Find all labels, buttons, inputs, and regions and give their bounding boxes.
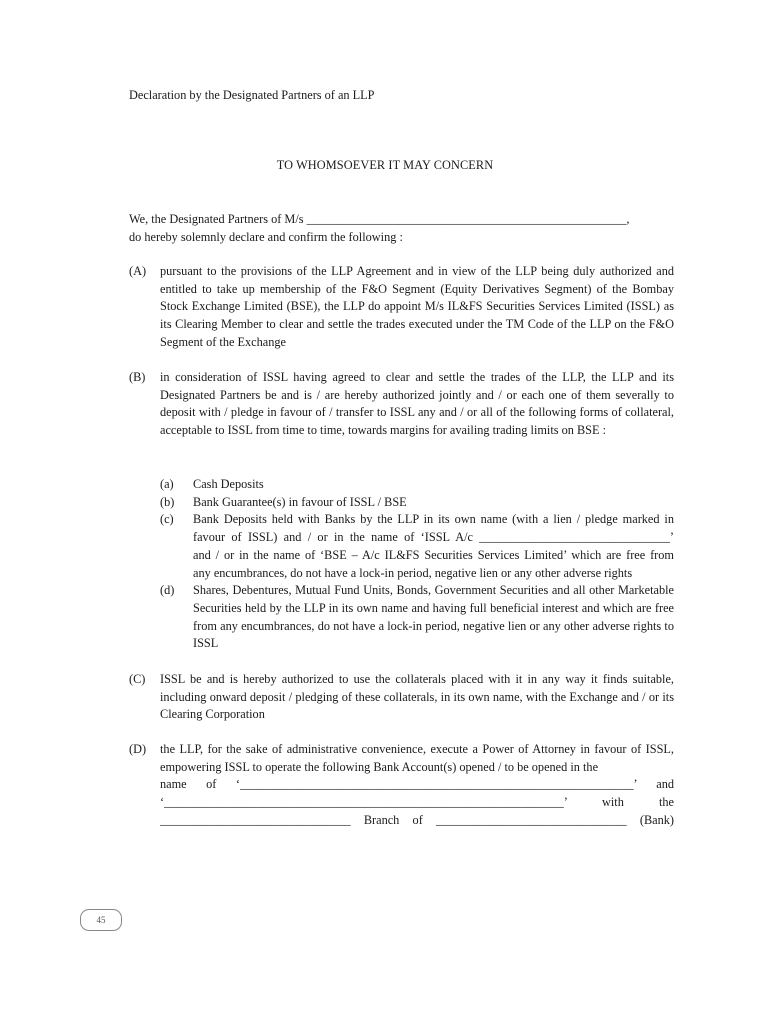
paragraph-a-label: (A) bbox=[129, 264, 147, 278]
collateral-item-c-line: any encumbrances, do not have a lock-in period, negative lien or any other adverse rights bbox=[193, 565, 633, 580]
collateral-item-d bbox=[160, 582, 674, 653]
bank-account-with-line: ‘_________________________________________________________________’ with the bbox=[160, 795, 674, 810]
collateral-item-d-label: (d) bbox=[160, 583, 175, 598]
paragraph-d-text: the LLP, for the sake of administrative convenience, execute a Power of Attorney in favour of ISSL, empowering ISSL to operate the following Bank Account(s) opened / to be opened in the bbox=[160, 742, 674, 774]
collateral-item-c-line: Bank Deposits held with Banks by the LLP in its own name (with a lien / pledge marked in bbox=[193, 512, 674, 527]
intro-line-firm-name: We, the Designated Partners of M/s ____________________________________________________, bbox=[129, 212, 630, 226]
paragraph-d-body bbox=[160, 741, 674, 830]
collateral-list bbox=[160, 476, 674, 653]
paragraph-c-label: (C) bbox=[129, 672, 146, 686]
document-heading: Declaration by the Designated Partners of an LLP bbox=[129, 88, 375, 102]
collateral-item-d-text: Shares, Debentures, Mutual Fund Units, Bonds, Government Securities and all other Marketable Securities held by the LLP in its own name and having full beneficial interest and which are free from any encumbrances, do not have a lock-in period, negative lien or any other adverse rights to ISSL bbox=[193, 583, 674, 651]
intro-statement bbox=[129, 211, 674, 246]
collateral-item-c-text bbox=[193, 511, 674, 582]
paragraph-b bbox=[129, 369, 674, 440]
paragraph-c-text: ISSL be and is hereby authorized to use the collaterals placed with it in any way it finds suitable, including onward deposit / pledging of these collaterals, in its own name, with the Exchange and / or its Clearing Corporation bbox=[160, 672, 674, 722]
collateral-item-c bbox=[160, 511, 674, 582]
paragraph-b-text: in consideration of ISSL having agreed to clear and settle the trades of the LLP, the LLP and its Designated Partners be and is / are hereby authorized jointly and / or each one of them severally to deposit with / pledge in favour of / transfer to ISSL any and / or all of the following forms of collateral, acceptable to ISSL from time to time, towards margins for availing trading limits on BSE : bbox=[160, 370, 674, 438]
paragraph-b-label: (B) bbox=[129, 370, 146, 384]
intro-line-declare: do hereby solemnly declare and confirm the following : bbox=[129, 229, 403, 244]
concern-title: TO WHOMSOEVER IT MAY CONCERN bbox=[276, 158, 494, 172]
bank-account-name-line: name of ‘________________________________________________________________’ and bbox=[160, 777, 674, 792]
paragraph-a bbox=[129, 263, 674, 352]
collateral-item-c-line: and / or in the name of ‘BSE – A/c IL&FS Securities Services Limited’ which are free from bbox=[193, 547, 674, 562]
page-number: 45 bbox=[80, 909, 122, 931]
paragraph-c bbox=[129, 671, 674, 724]
collateral-item-c-line: favour of ISSL) and / or in the name of ‘ISSL A/c _______________________________’ bbox=[193, 530, 674, 545]
paragraph-d bbox=[129, 741, 674, 830]
paragraph-d-label: (D) bbox=[129, 742, 147, 756]
collateral-item-b-text: Bank Guarantee(s) in favour of ISSL / BSE bbox=[193, 494, 407, 509]
paragraph-a-text: pursuant to the provisions of the LLP Agreement and in view of the LLP being duly authorized and entitled to take up membership of the F&O Segment (Equity Derivatives Segment) of the Bombay Stock Exchange Limited (BSE), the LLP do appoint M/s IL&FS Securities Services Limited (ISSL) as its Clearing Member to clear and settle the trades executed under the TM Code of the LLP on the F&O Segment of the Exchange bbox=[160, 264, 674, 349]
collateral-item-b bbox=[160, 494, 674, 512]
collateral-item-a bbox=[160, 476, 674, 494]
collateral-item-b-label: (b) bbox=[160, 494, 175, 509]
collateral-item-c-label: (c) bbox=[160, 512, 174, 527]
collateral-item-a-text: Cash Deposits bbox=[193, 477, 264, 491]
collateral-item-a-label: (a) bbox=[160, 477, 174, 491]
bank-branch-line: _______________________________ Branch of _______________________________ (Bank) bbox=[160, 812, 674, 827]
